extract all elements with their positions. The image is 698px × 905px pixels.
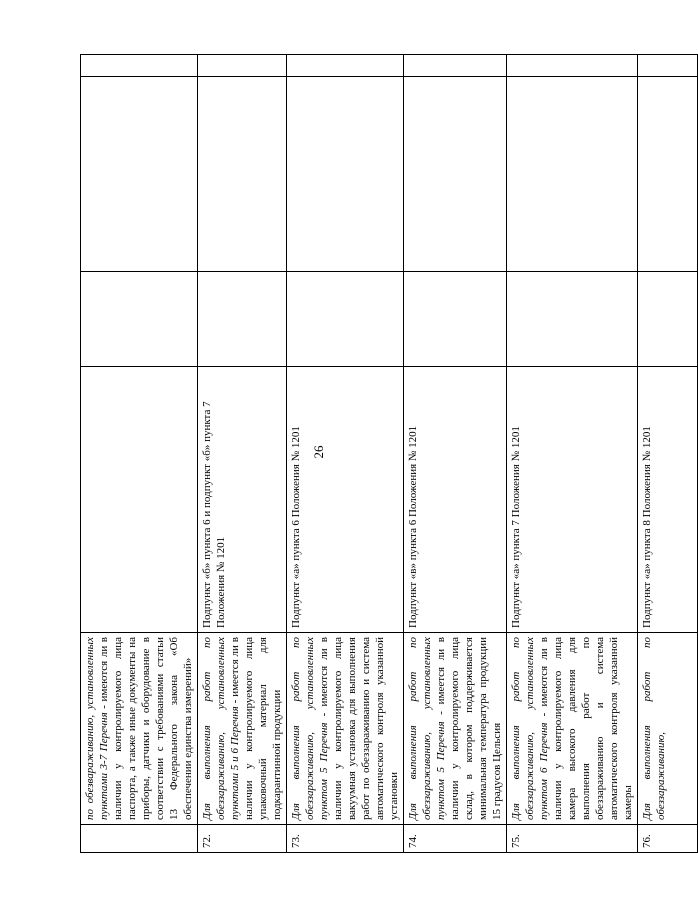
question-cell	[638, 633, 698, 825]
question-text: - имеется ли в наличии у контролируемого лица склад, в котором поддерживается минимальная температура продукции 15 градусов Цельсия	[435, 637, 503, 820]
reference-cell: Подпункт «б» пункта 6 и подпункт «б» пункта 7 Положения № 1201	[198, 367, 287, 633]
question-italic: по обезвараживанию, установленных пунктами 3-7 Перечня	[84, 637, 110, 820]
answer-cell	[507, 55, 638, 77]
answer-cell	[287, 77, 404, 272]
answer-cell	[638, 77, 698, 272]
table-row	[287, 55, 404, 853]
answer-cell	[198, 55, 287, 77]
question-cell	[507, 633, 638, 825]
row-number: 74.	[404, 825, 507, 853]
answer-cell	[404, 272, 507, 367]
table-row	[404, 55, 507, 853]
table-row	[507, 55, 638, 853]
reference-cell	[81, 367, 198, 633]
reference-cell: Подпункт «а» пункта 8 Положения № 1201	[638, 367, 698, 633]
answer-cell	[507, 272, 638, 367]
rotated-table-container	[80, 55, 667, 853]
row-number: 73.	[287, 825, 404, 853]
checklist-table-rotated	[80, 55, 667, 853]
question-italic: Для выполнения работ по обеззараживанию, установленных пунктом 6 Перечня	[510, 637, 550, 820]
answer-cell	[198, 77, 287, 272]
question-cell	[198, 633, 287, 825]
reference-cell: Подпункт «а» пункта 7 Положения № 1201	[507, 367, 638, 633]
answer-cell	[638, 55, 698, 77]
reference-cell: Подпункт «в» пункта 6 Положения № 1201	[404, 367, 507, 633]
row-number: 76.	[638, 825, 698, 853]
answer-cell	[81, 272, 198, 367]
page-number: 26	[311, 445, 326, 459]
answer-cell	[81, 77, 198, 272]
answer-cell	[507, 77, 638, 272]
question-cell	[81, 633, 198, 825]
row-number	[81, 825, 198, 853]
question-cell	[404, 633, 507, 825]
reference-cell: Подпункт «а» пункта 6 Положения № 1201	[287, 367, 404, 633]
answer-cell	[81, 55, 198, 77]
answer-cell	[404, 77, 507, 272]
question-italic: Для выполнения работ по обеззараживанию,	[641, 637, 667, 820]
question-italic: Для выполнения работ по обеззараживанию, установленных пунктом 5 Перечня	[290, 637, 330, 820]
answer-cell	[287, 55, 404, 77]
table-row	[198, 55, 287, 853]
answer-cell	[638, 272, 698, 367]
checklist-table	[80, 54, 698, 853]
table-row	[81, 55, 198, 853]
row-number: 75.	[507, 825, 638, 853]
answer-cell	[198, 272, 287, 367]
question-text: - имеются ли в наличии у контролируемого лица вакуумная установка для выполнения работ по обеззараживанию и система автоматического контроля указанной установки	[318, 637, 400, 820]
question-cell	[287, 633, 404, 825]
answer-cell	[404, 55, 507, 77]
question-text: - имеется ли в наличии у контролируемого лица упаковочный материал для подкарантинной продукции	[229, 637, 283, 820]
question-italic: Для выполнения работ по обеззараживанию, установленных пунктами 5 и 6 Перечня	[201, 637, 241, 820]
question-italic: Для выполнения работ по обеззараживанию, установленных пунктом 5 Перечня	[407, 637, 447, 820]
row-number: 72.	[198, 825, 287, 853]
table-row	[638, 55, 698, 853]
question-text: - имеются ли в наличии у контролируемого лица паспорта, а также иные документы на приборы, датчики и оборудование в соответствии с требованиями статьи 13 Федерального закона «Об обеспечении единства измерений»	[98, 636, 194, 820]
question-text: - имеются ли в наличии у контролируемого лица камера высокого давления для выполнения работ по обеззараживанию и система автоматического контроля указанной камеры	[538, 637, 634, 820]
answer-cell	[287, 272, 404, 367]
